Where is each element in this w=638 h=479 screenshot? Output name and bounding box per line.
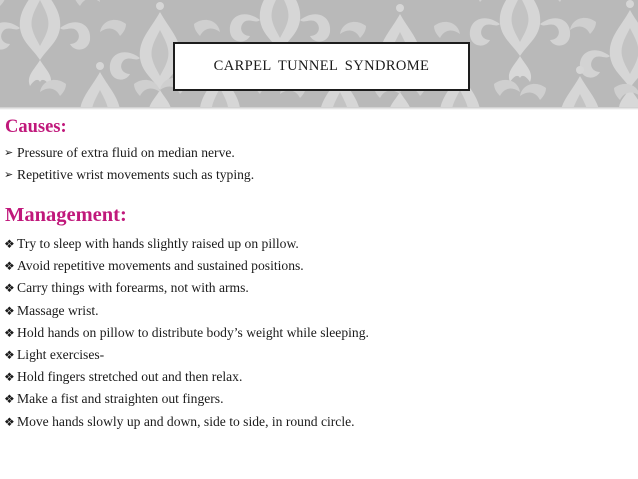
list-item: ❖ Massage wrist. — [4, 300, 369, 322]
list-item: ❖ Hold hands on pillow to distribute body’s weight while sleeping. — [4, 322, 369, 344]
list-item: ❖ Move hands slowly up and down, side to side, in round circle. — [4, 411, 369, 433]
list-item: ❖ Hold fingers stretched out and then relax. — [4, 366, 369, 388]
slide-title: CARPEL TUNNEL SYNDROME — [213, 58, 430, 74]
diamond-bullet-icon: ❖ — [4, 259, 15, 274]
management-heading: Management: — [5, 204, 127, 226]
list-item: ❖ Make a fist and straighten out fingers. — [4, 388, 369, 410]
diamond-bullet-icon: ❖ — [4, 392, 15, 407]
list-item: ➢ Repetitive wrist movements such as typing. — [4, 164, 254, 186]
causes-list — [4, 142, 254, 186]
diamond-bullet-icon: ❖ — [4, 303, 15, 318]
slide-title-box — [173, 42, 470, 91]
diamond-bullet-icon: ❖ — [4, 370, 15, 385]
list-item: ❖ Try to sleep with hands slightly raised up on pillow. — [4, 233, 369, 255]
banner-shadow — [0, 107, 638, 110]
list-item: ❖ Light exercises- — [4, 344, 369, 366]
arrow-bullet-icon: ➢ — [4, 147, 14, 160]
diamond-bullet-icon: ❖ — [4, 281, 15, 296]
arrow-bullet-icon: ➢ — [4, 169, 14, 182]
diamond-bullet-icon: ❖ — [4, 237, 15, 252]
management-list — [4, 233, 369, 433]
list-item: ❖ Avoid repetitive movements and sustained positions. — [4, 255, 369, 277]
list-item: ➢ Pressure of extra fluid on median nerve. — [4, 142, 254, 164]
causes-heading: Causes: — [5, 117, 67, 137]
diamond-bullet-icon: ❖ — [4, 348, 15, 363]
list-item: ❖ Carry things with forearms, not with arms. — [4, 277, 369, 299]
diamond-bullet-icon: ❖ — [4, 325, 15, 340]
diamond-bullet-icon: ❖ — [4, 414, 15, 429]
